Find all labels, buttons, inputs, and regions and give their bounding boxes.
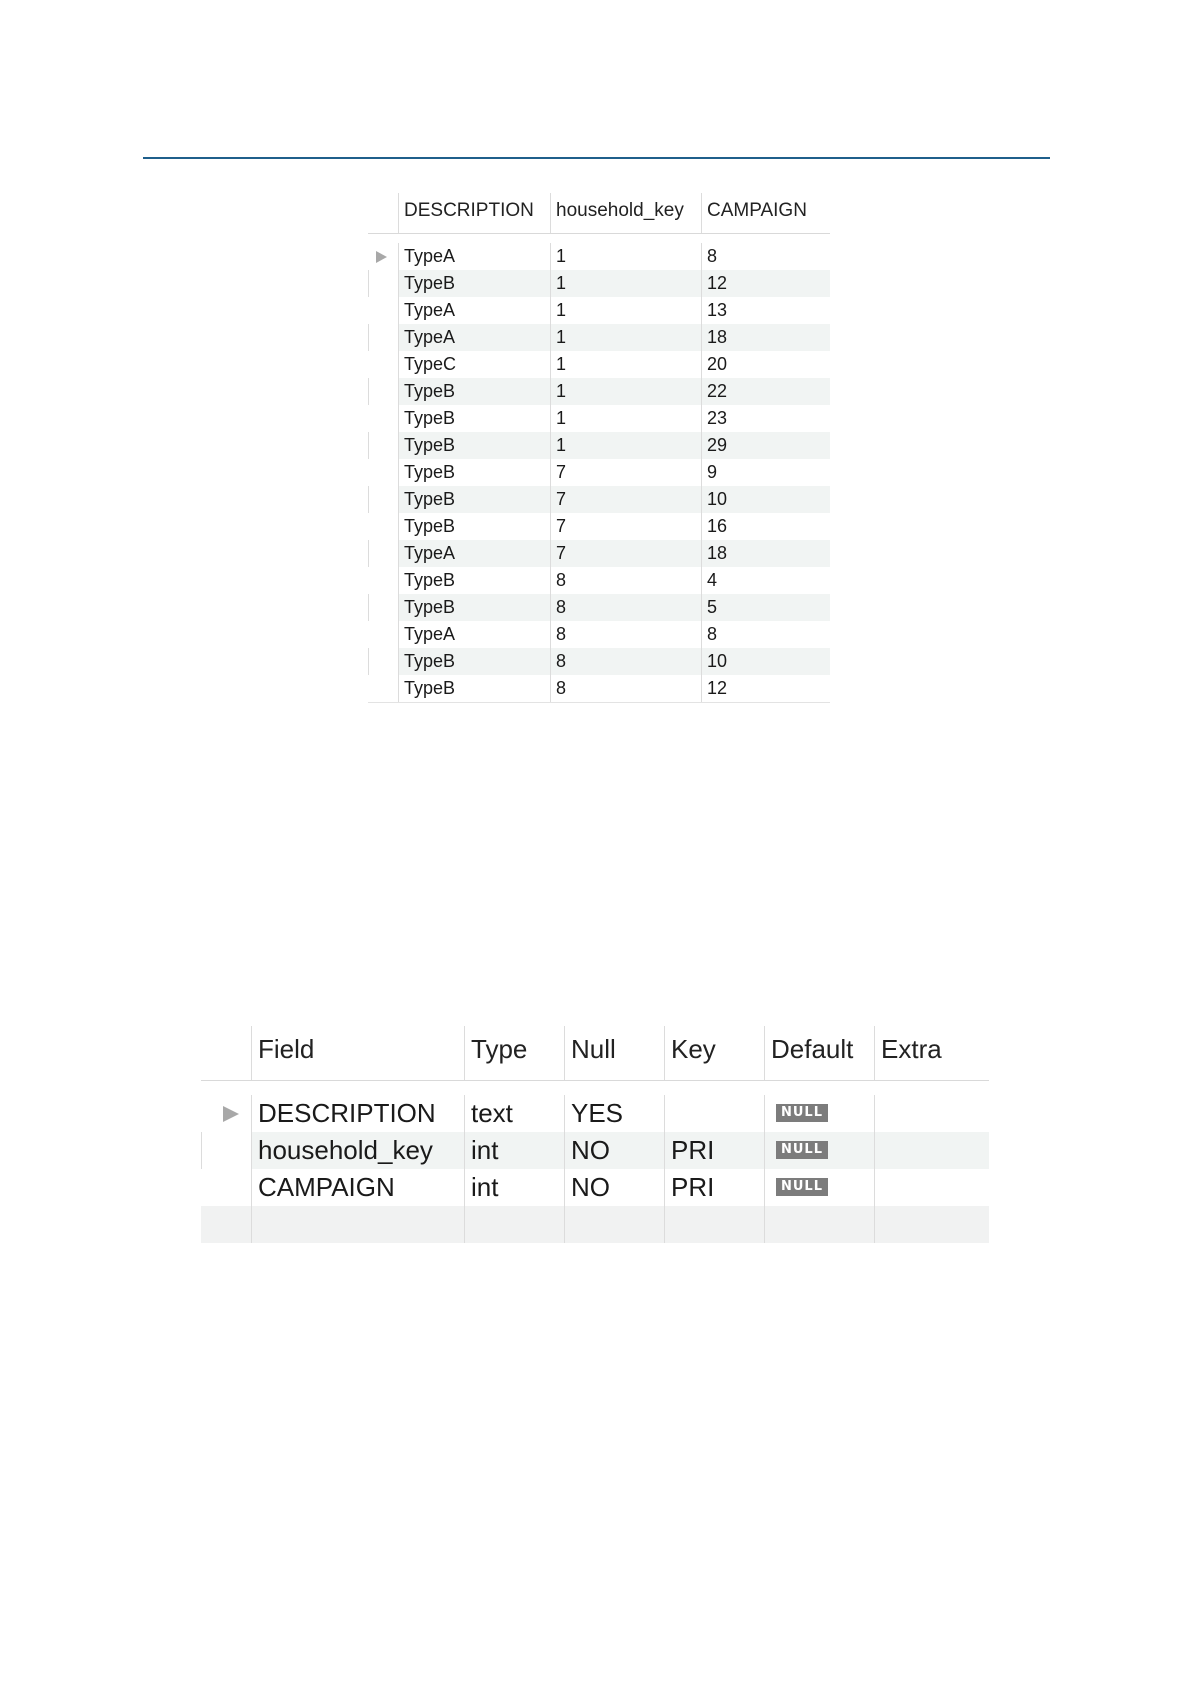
table-cell[interactable] [874,1095,989,1132]
column-header-type[interactable]: Type [464,1026,564,1080]
table-cell[interactable]: 16 [701,513,830,540]
row-selector[interactable] [368,567,398,594]
table-cell[interactable]: 22 [701,378,830,405]
table-cell[interactable]: 18 [701,540,830,567]
row-selector[interactable] [368,648,398,675]
table-row[interactable] [201,1169,989,1206]
empty-cell[interactable] [251,1206,464,1243]
table-cell[interactable]: 8 [550,648,701,675]
empty-cell[interactable] [764,1206,874,1243]
table-row[interactable] [368,567,830,594]
table-cell[interactable]: 10 [701,486,830,513]
table-row[interactable] [368,648,830,675]
table-cell[interactable]: int [464,1169,564,1206]
row-selector[interactable] [368,270,398,297]
row-selector[interactable] [368,351,398,378]
column-header[interactable]: DESCRIPTION [398,193,550,233]
table-row[interactable] [201,1132,989,1169]
table-cell[interactable]: 8 [550,675,701,702]
table-cell[interactable] [664,1095,764,1132]
table-cell[interactable]: TypeB [398,486,550,513]
row-selector[interactable] [368,378,398,405]
null-badge: NULL [776,1141,828,1159]
table-cell[interactable]: 8 [701,621,830,648]
table-cell[interactable]: TypeB [398,594,550,621]
table-cell[interactable]: TypeA [398,297,550,324]
schema-grid [201,1026,989,1243]
table-cell[interactable]: 13 [701,297,830,324]
table-cell[interactable]: 1 [550,270,701,297]
table-cell[interactable]: TypeB [398,432,550,459]
table-cell[interactable]: 1 [550,378,701,405]
table-cell[interactable]: TypeA [398,324,550,351]
table-cell[interactable]: TypeA [398,540,550,567]
table-cell[interactable]: TypeB [398,648,550,675]
table-cell[interactable]: 20 [701,351,830,378]
column-header-key[interactable]: Key [664,1026,764,1080]
table-cell[interactable]: 12 [701,675,830,702]
table-cell[interactable]: NO [564,1169,664,1206]
table-row[interactable] [368,270,830,297]
row-selector[interactable] [201,1169,251,1206]
new-row-placeholder[interactable] [201,1206,989,1243]
row-selector[interactable] [368,459,398,486]
row-selector-header [201,1026,251,1080]
empty-cell[interactable] [564,1206,664,1243]
column-header[interactable]: household_key [550,193,701,233]
table-cell[interactable]: 1 [550,351,701,378]
empty-cell[interactable] [874,1206,989,1243]
table-cell[interactable]: 1 [550,297,701,324]
table-row[interactable] [368,594,830,621]
table-cell[interactable]: TypeB [398,378,550,405]
table-cell[interactable]: 7 [550,540,701,567]
table-cell[interactable]: household_key [251,1132,464,1169]
row-selector[interactable] [368,297,398,324]
table-cell[interactable]: DESCRIPTION [251,1095,464,1132]
table-cell[interactable]: TypeB [398,405,550,432]
table-cell[interactable]: 8 [701,243,830,270]
triangle-right-icon [376,251,387,263]
table-cell[interactable]: PRI [664,1132,764,1169]
table-cell[interactable]: NO [564,1132,664,1169]
table-row[interactable] [368,540,830,567]
table-row[interactable] [368,405,830,432]
table-cell[interactable]: 23 [701,405,830,432]
table-row[interactable] [368,351,830,378]
table-cell[interactable]: 29 [701,432,830,459]
row-selector[interactable] [368,513,398,540]
table-cell[interactable]: 8 [550,594,701,621]
row-selector[interactable] [201,1095,251,1132]
table-row[interactable] [368,297,830,324]
null-badge: NULL [776,1104,828,1122]
table-cell[interactable]: TypeA [398,621,550,648]
row-selector[interactable] [368,243,398,270]
result-grid [368,193,830,703]
table-cell[interactable]: TypeB [398,675,550,702]
table-row[interactable] [368,513,830,540]
table-row[interactable] [368,432,830,459]
table-cell[interactable] [874,1132,989,1169]
table-cell[interactable]: 1 [550,405,701,432]
row-selector[interactable] [368,432,398,459]
table-cell[interactable]: TypeB [398,513,550,540]
row-selector[interactable] [368,486,398,513]
result-grid-header [368,193,830,234]
table-row[interactable] [368,378,830,405]
table-cell[interactable]: text [464,1095,564,1132]
table-cell[interactable]: TypeB [398,270,550,297]
table-cell[interactable]: CAMPAIGN [251,1169,464,1206]
column-header-null[interactable]: Null [564,1026,664,1080]
table-cell[interactable]: TypeB [398,459,550,486]
row-selector[interactable] [368,540,398,567]
table-cell[interactable]: 12 [701,270,830,297]
table-cell[interactable]: TypeA [398,243,550,270]
table-cell[interactable]: TypeB [398,567,550,594]
column-header-default[interactable]: Default [764,1026,874,1080]
table-row[interactable] [368,675,830,703]
table-cell[interactable]: int [464,1132,564,1169]
table-cell[interactable]: 7 [550,459,701,486]
row-selector[interactable] [368,621,398,648]
table-cell[interactable]: 1 [550,243,701,270]
table-cell[interactable]: 4 [701,567,830,594]
schema-grid-body [201,1095,989,1243]
table-cell[interactable]: TypeC [398,351,550,378]
result-grid-body [368,243,830,703]
table-cell[interactable]: 8 [550,621,701,648]
table-cell[interactable]: 8 [550,567,701,594]
table-cell[interactable]: 7 [550,486,701,513]
table-cell[interactable]: 18 [701,324,830,351]
row-selector[interactable] [201,1132,251,1169]
table-row[interactable] [368,621,830,648]
empty-cell[interactable] [664,1206,764,1243]
row-selector[interactable] [368,405,398,432]
table-cell[interactable] [764,1095,874,1132]
table-row[interactable] [368,486,830,513]
table-cell[interactable] [764,1169,874,1206]
null-badge: NULL [776,1178,828,1196]
column-header[interactable]: CAMPAIGN [701,193,830,233]
table-cell[interactable]: 7 [550,513,701,540]
table-row[interactable] [201,1095,989,1132]
table-cell[interactable]: 1 [550,432,701,459]
table-cell[interactable]: 1 [550,324,701,351]
table-cell[interactable]: 5 [701,594,830,621]
table-cell[interactable]: 9 [701,459,830,486]
table-cell[interactable]: 10 [701,648,830,675]
table-row[interactable] [368,324,830,351]
table-cell[interactable]: PRI [664,1169,764,1206]
row-selector[interactable] [368,594,398,621]
triangle-right-icon [223,1106,239,1122]
table-row[interactable] [368,243,830,270]
column-header-field[interactable]: Field [251,1026,464,1080]
row-selector[interactable] [368,324,398,351]
row-selector[interactable] [368,675,398,702]
table-cell[interactable] [764,1132,874,1169]
column-header-extra[interactable]: Extra [874,1026,989,1080]
schema-grid-header [201,1026,989,1081]
table-cell[interactable]: YES [564,1095,664,1132]
top-divider [143,157,1050,159]
empty-cell[interactable] [201,1206,251,1243]
row-selector-header [368,193,398,233]
table-row[interactable] [368,459,830,486]
empty-cell[interactable] [464,1206,564,1243]
table-cell[interactable] [874,1169,989,1206]
